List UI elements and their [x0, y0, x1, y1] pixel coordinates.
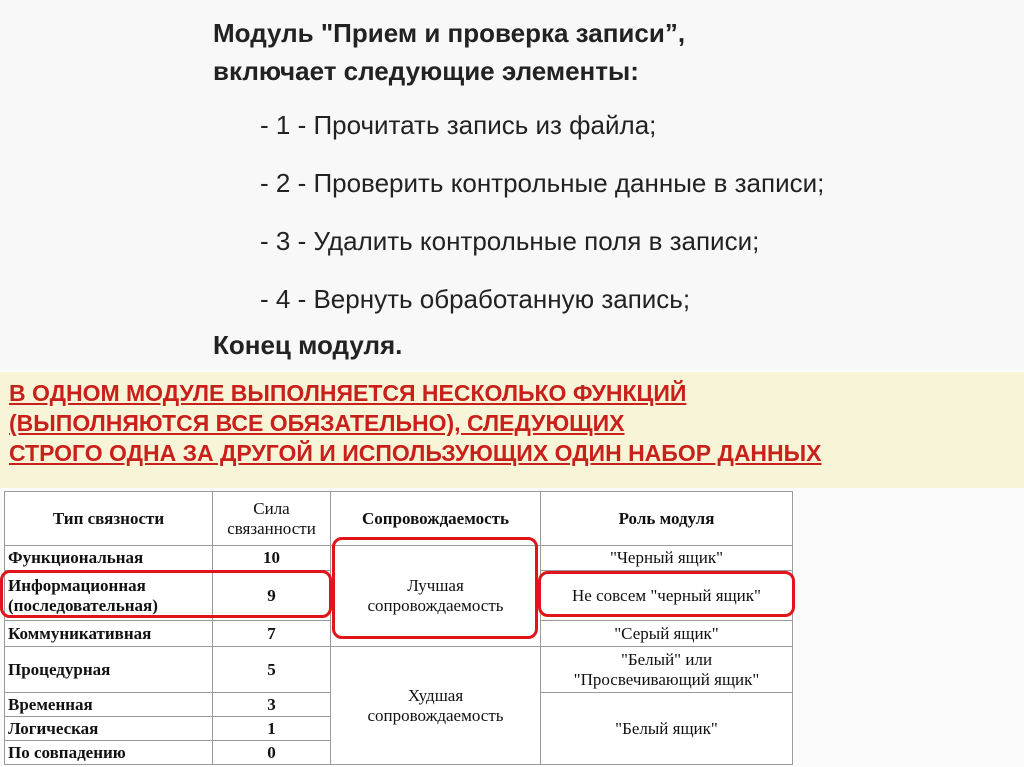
role-gray-box: "Серый ящик": [541, 621, 793, 647]
row-strength: 1: [213, 717, 331, 741]
row-strength: 5: [213, 647, 331, 693]
maint-best-line2: сопровождаемость: [367, 596, 504, 615]
cohesion-table-container: [4, 491, 794, 767]
row-strength: 10: [213, 546, 331, 571]
role-white-or-line1: "Белый" или: [620, 649, 713, 669]
module-title-line2: включает следующие элементы:: [213, 56, 639, 86]
row-type-line1: Информационная: [8, 575, 146, 595]
definition-line-3: СТРОГО ОДНА ЗА ДРУГОЙ И ИСПОЛЬЗУЮЩИХ ОДИН НАБОР ДАННЫХ: [9, 440, 822, 466]
row-type: Временная: [5, 693, 213, 717]
module-step-3: - 3 - Удалить контрольные поля в записи;: [260, 226, 760, 256]
row-strength: 7: [213, 621, 331, 647]
table-row: [5, 647, 793, 693]
maint-worst-line1: Худшая: [407, 685, 464, 705]
cohesion-table: [4, 491, 793, 765]
role-white-or-line2: "Просвечивающий ящик": [573, 669, 760, 689]
definition-line-1: В ОДНОМ МОДУЛЕ ВЫПОЛНЯЕТСЯ НЕСКОЛЬКО ФУНКЦИЙ: [9, 380, 687, 406]
row-type: [5, 571, 213, 621]
maint-best-cell: [331, 546, 541, 647]
module-step-1: - 1 - Прочитать запись из файла;: [260, 110, 657, 140]
row-type: Логическая: [5, 717, 213, 741]
role-white-box: "Белый ящик": [541, 693, 793, 765]
row-type-line2: (последовательная): [8, 595, 158, 615]
module-title-line1: Модуль "Прием и проверка записи”,: [213, 18, 686, 48]
header-role: Роль модуля: [541, 492, 793, 546]
table-row: [5, 546, 793, 571]
row-strength: 9: [213, 571, 331, 621]
row-type: Коммуникативная: [5, 621, 213, 647]
definition-text: [9, 378, 822, 468]
row-type: Функциональная: [5, 546, 213, 571]
header-strength-line2: связанности: [227, 518, 316, 538]
header-type: Тип связности: [5, 492, 213, 546]
role-not-quite-black-box: Не совсем "черный ящик": [541, 571, 793, 621]
maint-best-line1: Лучшая: [407, 576, 464, 595]
table-header-row: [5, 492, 793, 546]
module-title: [213, 14, 685, 90]
header-strength: [213, 492, 331, 546]
header-strength-line1: Сила: [253, 498, 290, 518]
module-step-2: - 2 - Проверить контрольные данные в записи;: [260, 168, 825, 198]
role-black-box: "Черный ящик": [541, 546, 793, 571]
row-type: Процедурная: [5, 647, 213, 693]
module-steps-list: [260, 103, 824, 335]
maint-worst-cell: [331, 647, 541, 765]
maint-worst-line2: сопровождаемость: [367, 705, 504, 725]
row-type: По совпадению: [5, 741, 213, 765]
module-end: Конец модуля.: [213, 330, 403, 360]
module-step-4: - 4 - Вернуть обработанную запись;: [260, 284, 691, 314]
row-strength: 0: [213, 741, 331, 765]
definition-line-2: (ВЫПОЛНЯЮТСЯ ВСЕ ОБЯЗАТЕЛЬНО), СЛЕДУЮЩИХ: [9, 410, 625, 436]
row-strength: 3: [213, 693, 331, 717]
role-white-or-translucent: [541, 647, 793, 693]
header-maintainability: Сопровождаемость: [331, 492, 541, 546]
